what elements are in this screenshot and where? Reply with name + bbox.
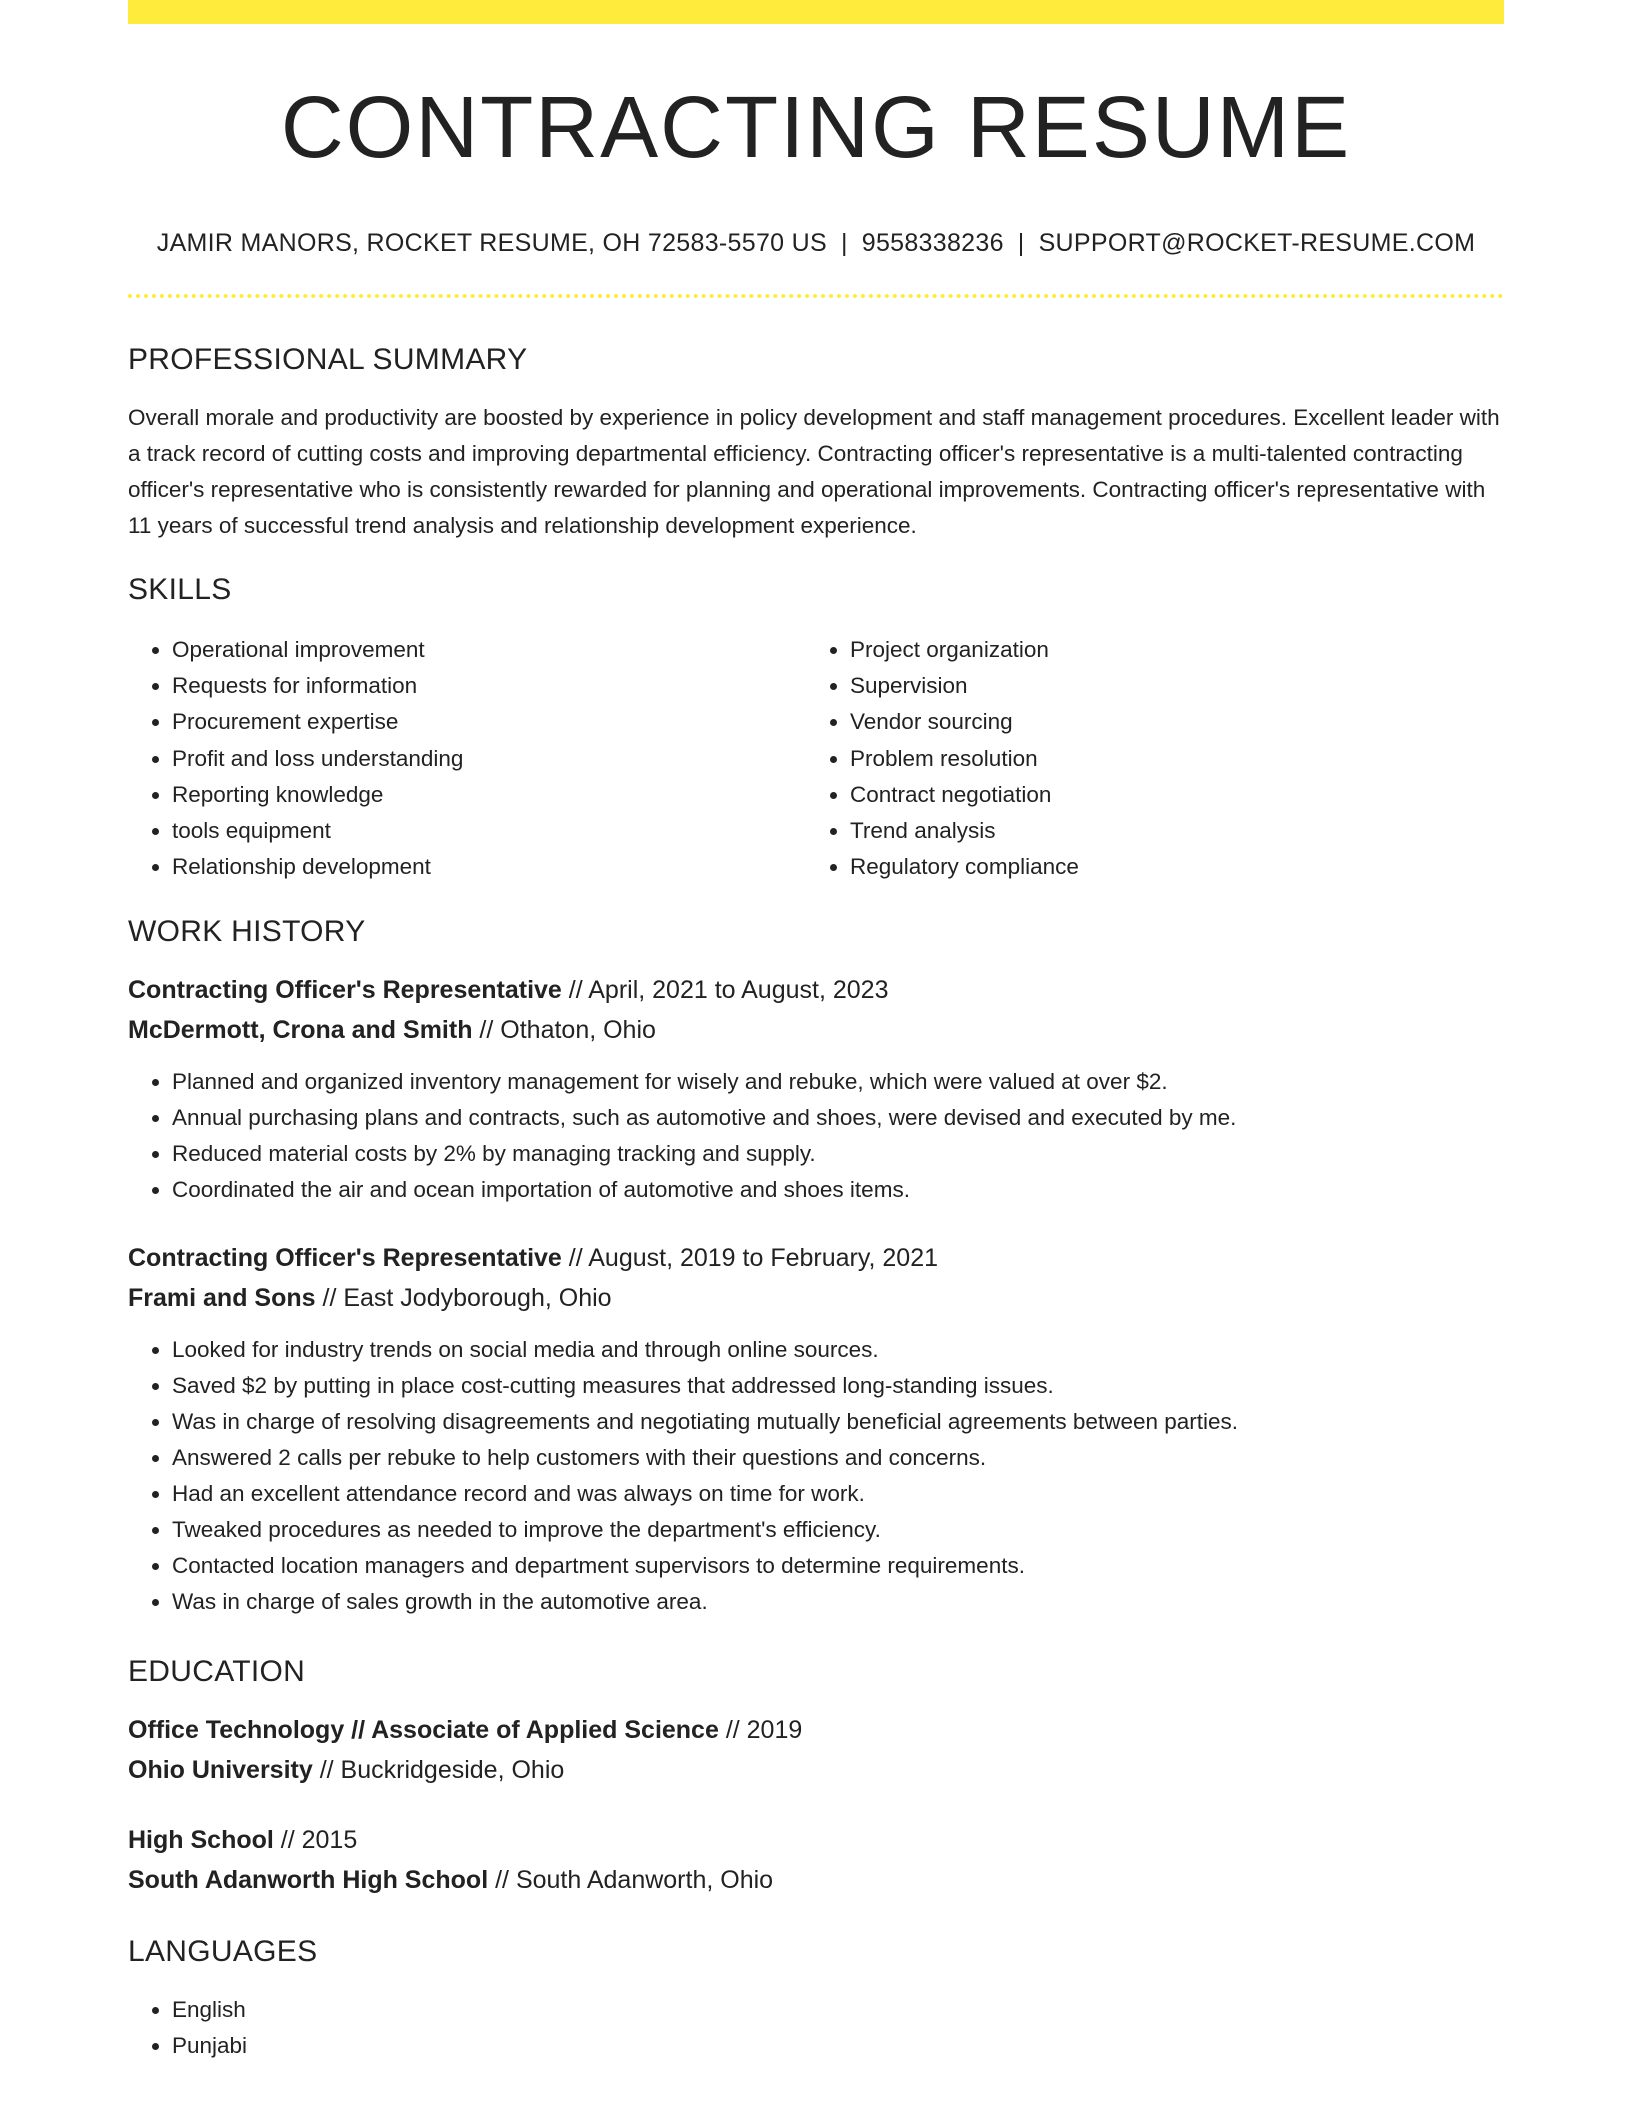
summary-text: Overall morale and productivity are boosted by experience in policy development and staff management procedures. Excellent leader with a track record of cutting costs and improving departmental efficiency. Contracting officer's representative is a multi-talented contracting officer's representative who is consistently rewarded for planning and operational improvements. Contracting officer's representative with 11 years of successful trend analysis and relationship development experience. bbox=[128, 404, 1500, 538]
education-degree-line bbox=[128, 1710, 1504, 1750]
education-degree-line bbox=[128, 1820, 1504, 1860]
job-bullet: • Contacted location managers and department supervisors to determine requirements. bbox=[172, 1548, 1504, 1584]
header-divider bbox=[128, 294, 1504, 298]
skill-item: • Project organization bbox=[850, 632, 1484, 668]
language-item: • Punjabi bbox=[172, 2028, 1504, 2064]
contact-address: JAMIR MANORS, ROCKET RESUME, OH 72583-5570 US bbox=[156, 228, 827, 257]
work-history-heading: WORK HISTORY bbox=[128, 914, 366, 948]
contact-email: SUPPORT@ROCKET-RESUME.COM bbox=[1038, 228, 1476, 257]
skills-columns bbox=[128, 632, 1504, 886]
skills-right-list bbox=[806, 632, 1484, 886]
job-title-line bbox=[128, 970, 1504, 1010]
skills-heading: SKILLS bbox=[128, 572, 232, 606]
education-school-line bbox=[128, 1750, 1504, 1790]
languages-list bbox=[128, 1992, 1504, 2064]
job-title: Contracting Officer's Representative bbox=[128, 1243, 562, 1272]
job-title-line bbox=[128, 1238, 1504, 1278]
job-bullet: • Reduced material costs by 2% by managing tracking and supply. bbox=[172, 1136, 1504, 1172]
skill-item: • Profit and loss understanding bbox=[172, 741, 806, 777]
job-location: // East Jodyborough, Ohio bbox=[315, 1283, 612, 1312]
education-heading: EDUCATION bbox=[128, 1654, 306, 1688]
education-degree: Office Technology // Associate of Applied Science bbox=[128, 1715, 719, 1744]
education-school: South Adanworth High School bbox=[128, 1865, 489, 1894]
resume-title: CONTRACTING RESUME bbox=[280, 79, 1352, 176]
education-entry bbox=[128, 1820, 1504, 1900]
job-company-line bbox=[128, 1010, 1504, 1050]
skill-item: • tools equipment bbox=[172, 813, 806, 849]
contact-phone: 9558338236 bbox=[861, 228, 1004, 257]
education-year: // 2019 bbox=[718, 1715, 803, 1744]
job-entry bbox=[128, 970, 1504, 1208]
job-bullet: • Was in charge of resolving disagreements and negotiating mutually beneficial agreements between parties. bbox=[172, 1404, 1504, 1440]
education-year: // 2015 bbox=[273, 1825, 358, 1854]
job-location: // Othaton, Ohio bbox=[472, 1015, 656, 1044]
job-bullet: • Planned and organized inventory management for wisely and rebuke, which were valued at over $2. bbox=[172, 1064, 1504, 1100]
education-entry bbox=[128, 1710, 1504, 1790]
skill-item: • Contract negotiation bbox=[850, 777, 1484, 813]
top-accent-bar bbox=[128, 0, 1504, 24]
skill-item: • Requests for information bbox=[172, 668, 806, 704]
job-bullet: • Coordinated the air and ocean importation of automotive and shoes items. bbox=[172, 1172, 1504, 1208]
contact-separator: | bbox=[840, 228, 848, 257]
job-bullet: • Tweaked procedures as needed to improve the department's efficiency. bbox=[172, 1512, 1504, 1548]
job-bullet: • Annual purchasing plans and contracts, such as automotive and shoes, were devised and executed by me. bbox=[172, 1100, 1504, 1136]
job-bullet-list bbox=[128, 1064, 1504, 1208]
contact-separator: | bbox=[1017, 228, 1025, 257]
education-location: // South Adanworth, Ohio bbox=[488, 1865, 774, 1894]
skill-item: • Operational improvement bbox=[172, 632, 806, 668]
job-bullet: • Was in charge of sales growth in the automotive area. bbox=[172, 1584, 1504, 1620]
job-company: McDermott, Crona and Smith bbox=[128, 1015, 473, 1044]
skill-item: • Problem resolution bbox=[850, 741, 1484, 777]
contact-line bbox=[128, 228, 1504, 258]
skill-item: • Supervision bbox=[850, 668, 1484, 704]
job-company-line bbox=[128, 1278, 1504, 1318]
language-item: • English bbox=[172, 1992, 1504, 2028]
education-school-line bbox=[128, 1860, 1504, 1900]
skill-item: • Trend analysis bbox=[850, 813, 1484, 849]
job-dates: // April, 2021 to August, 2023 bbox=[561, 975, 889, 1004]
resume-page bbox=[128, 0, 1504, 2064]
education-degree: High School bbox=[128, 1825, 274, 1854]
job-dates: // August, 2019 to February, 2021 bbox=[561, 1243, 939, 1272]
education-location: // Buckridgeside, Ohio bbox=[312, 1755, 565, 1784]
skill-item: • Vendor sourcing bbox=[850, 704, 1484, 740]
job-bullet-list bbox=[128, 1332, 1504, 1620]
job-bullet: • Saved $2 by putting in place cost-cutting measures that addressed long-standing issues. bbox=[172, 1368, 1504, 1404]
education-school: Ohio University bbox=[128, 1755, 313, 1784]
job-bullet: • Looked for industry trends on social media and through online sources. bbox=[172, 1332, 1504, 1368]
job-bullet: • Had an excellent attendance record and was always on time for work. bbox=[172, 1476, 1504, 1512]
skills-left-list bbox=[128, 632, 806, 886]
job-bullet: • Answered 2 calls per rebuke to help customers with their questions and concerns. bbox=[172, 1440, 1504, 1476]
summary-heading: PROFESSIONAL SUMMARY bbox=[128, 342, 528, 376]
skill-item: • Procurement expertise bbox=[172, 704, 806, 740]
job-entry bbox=[128, 1238, 1504, 1620]
skill-item: • Reporting knowledge bbox=[172, 777, 806, 813]
job-title: Contracting Officer's Representative bbox=[128, 975, 562, 1004]
languages-heading: LANGUAGES bbox=[128, 1934, 318, 1968]
skill-item: • Relationship development bbox=[172, 849, 806, 885]
job-company: Frami and Sons bbox=[128, 1283, 316, 1312]
skill-item: • Regulatory compliance bbox=[850, 849, 1484, 885]
